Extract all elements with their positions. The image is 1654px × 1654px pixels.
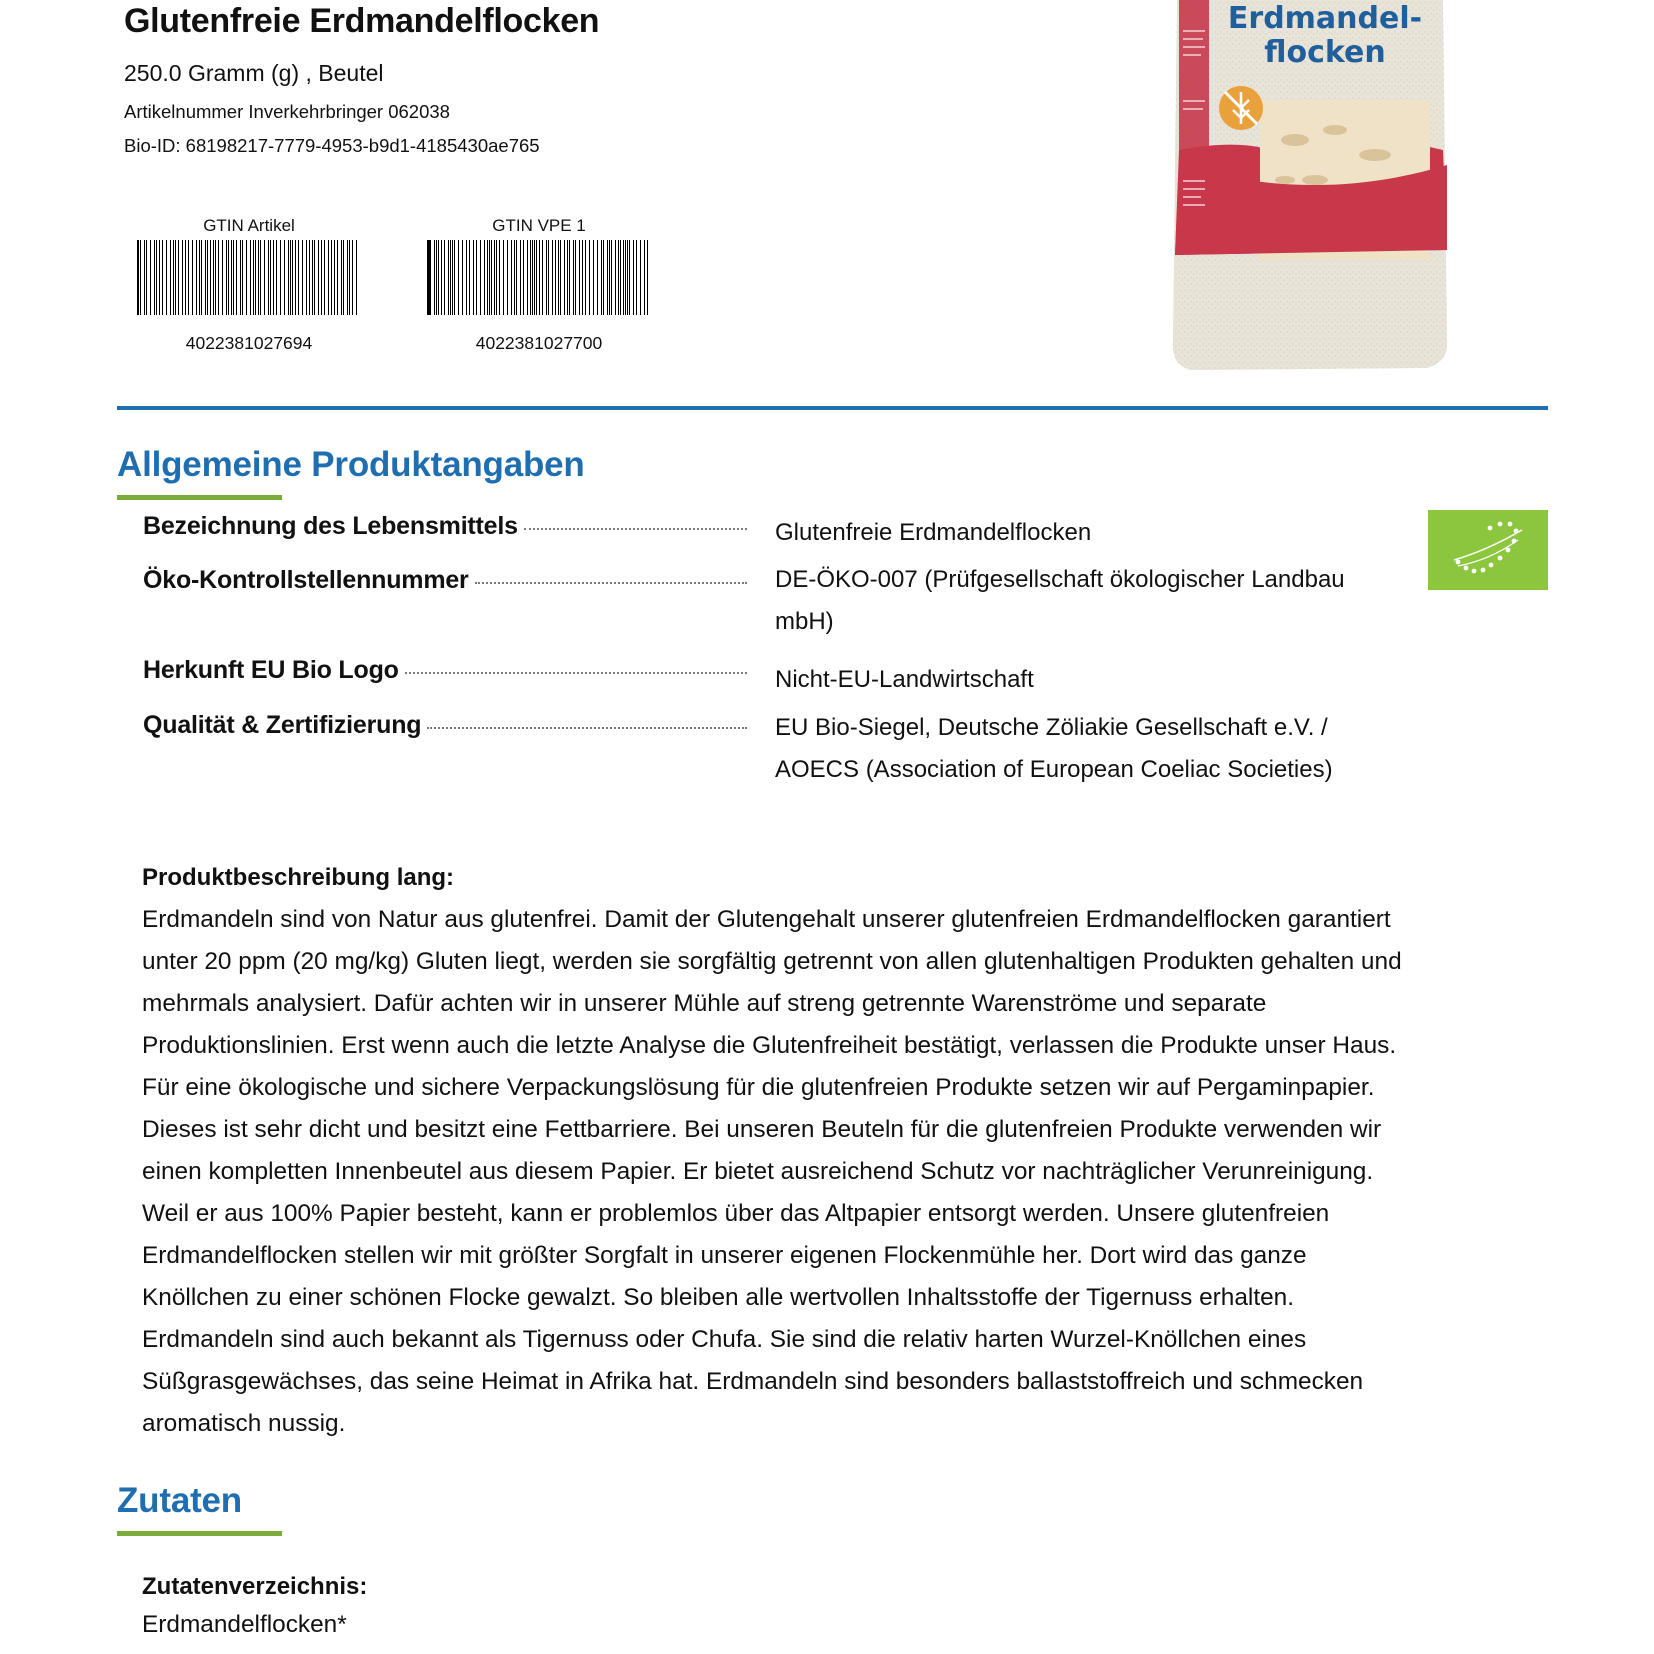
barcode-bar (609, 240, 610, 315)
barcode-bar (173, 240, 174, 315)
barcode-bar (318, 240, 319, 315)
barcode-bar (331, 240, 332, 315)
barcode-bar (597, 240, 598, 315)
barcode-bar (250, 240, 251, 315)
barcode-bar (567, 240, 568, 315)
barcode-bar (523, 240, 524, 315)
barcode-bar (264, 240, 265, 315)
barcode-bar (444, 240, 445, 315)
barcode-bar (178, 240, 179, 315)
barcode-bar (516, 240, 517, 315)
barcode-bar (356, 240, 357, 315)
barcode-bar (487, 240, 488, 315)
barcode-bar (290, 240, 291, 315)
dotted-leader (524, 528, 747, 530)
barcode-bar (170, 240, 171, 315)
barcode-bar (260, 240, 261, 315)
label-eu-origin: Herkunft EU Bio Logo (143, 656, 399, 684)
barcode-bar (144, 240, 145, 315)
value-eu-origin: Nicht-EU-Landwirtschaft (775, 666, 1034, 693)
barcode-bar (564, 240, 565, 315)
barcode-bar (182, 240, 183, 315)
barcode-bar (458, 240, 459, 315)
barcode-bar (150, 240, 151, 315)
barcode-bar (276, 240, 277, 315)
dotted-leader (405, 672, 747, 674)
barcode-bar (228, 240, 229, 315)
barcode-bar (246, 240, 247, 315)
package-text-line1: Erdmandel- (1227, 1, 1423, 36)
barcode-bar (532, 240, 533, 315)
product-package-image (1165, 0, 1455, 378)
barcode-bar (140, 240, 141, 315)
barcode-gtin-article (129, 214, 369, 354)
info-row-label (143, 566, 747, 595)
eu-organic-logo (1428, 510, 1548, 590)
label-certification: Qualität & Zertifizierung (143, 711, 422, 739)
barcode-bar (629, 240, 630, 315)
barcode-bar (199, 240, 200, 315)
barcode-bar (618, 240, 619, 315)
barcode-bar (558, 240, 559, 315)
barcode-bar (349, 240, 350, 315)
barcode-bar (321, 240, 322, 315)
barcode-bar (166, 240, 167, 315)
barcode-bar (427, 240, 431, 315)
barcode-bar (499, 240, 500, 315)
barcode-bar (627, 240, 628, 315)
barcode-bar (527, 240, 528, 315)
article-number: Artikelnummer Inverkehrbringer 062038 (124, 101, 450, 122)
barcode-number: 4022381027700 (475, 333, 603, 353)
barcode-gtin-vpe (419, 214, 659, 354)
barcode-bar (601, 240, 602, 315)
barcode-bar (162, 240, 163, 315)
barcode-bar (156, 240, 157, 315)
barcode-bar (226, 240, 227, 315)
barcode-bar (560, 240, 561, 315)
section-underline (117, 495, 282, 500)
description-heading: Produktbeschreibung lang: (142, 864, 455, 891)
barcode-bars (425, 240, 653, 315)
product-title: Glutenfreie Erdmandelflocken (124, 2, 600, 40)
barcode-bar (222, 240, 223, 315)
barcode-bar (154, 240, 155, 315)
barcode-bar (636, 240, 637, 315)
barcode-bar (298, 240, 299, 315)
barcode-bar (536, 240, 537, 315)
barcode-bar (233, 240, 234, 315)
barcode-bar (448, 240, 449, 315)
info-row-label (143, 656, 747, 685)
barcode-bar (491, 240, 492, 315)
section-underline (117, 1531, 282, 1536)
barcode-bar (270, 240, 271, 315)
barcode-bar (450, 240, 451, 315)
barcode-bar (640, 240, 641, 315)
barcode-bar (585, 240, 586, 315)
barcode-bar (466, 240, 467, 315)
barcode-bar (633, 240, 634, 315)
barcode-bar (240, 240, 241, 315)
barcode-bar (192, 240, 193, 315)
barcode-caption: GTIN Artikel (203, 216, 295, 235)
barcode-bar (302, 240, 303, 315)
barcode-bar (159, 240, 160, 315)
barcode-bar (438, 240, 439, 315)
barcode-bar (213, 240, 214, 315)
barcode-bar (534, 240, 535, 315)
barcode-bar (503, 240, 504, 315)
barcode-bar (644, 240, 645, 315)
barcode-bar (309, 240, 310, 315)
barcode-bar (575, 240, 576, 315)
barcode-bar (343, 240, 344, 315)
barcode-bar (185, 240, 186, 315)
barcode-bar (352, 240, 353, 315)
barcode-bar (441, 240, 442, 315)
barcode-bar (539, 240, 540, 315)
value-food-name: Glutenfreie Erdmandelflocken (775, 519, 1092, 546)
barcode-bar (137, 240, 139, 315)
barcode-bar (306, 240, 307, 315)
barcode-bar (273, 240, 274, 315)
barcode-bar (452, 240, 453, 315)
barcode-bar (569, 240, 570, 315)
barcode-bar (242, 240, 243, 315)
barcode-bar (530, 240, 531, 315)
barcode-bar (454, 240, 455, 315)
barcode-bar (347, 240, 348, 315)
ingredients-text: Erdmandelflocken* (142, 1611, 347, 1638)
bio-id: Bio-ID: 68198217-7779-4953-b9d1-4185430ae765 (124, 135, 540, 156)
barcode-bar (215, 240, 216, 315)
barcode-bar (295, 240, 296, 315)
barcode-bar (328, 240, 329, 315)
barcode-bar (312, 240, 313, 315)
barcode-caption: GTIN VPE 1 (492, 216, 586, 235)
label-food-name: Bezeichnung des Lebensmittels (143, 512, 518, 540)
barcode-bar (469, 240, 470, 315)
barcode-bar (552, 240, 553, 315)
barcode-bar (582, 240, 583, 315)
barcode-bar (292, 240, 293, 315)
barcode-bar (489, 240, 490, 315)
barcode-bar (210, 240, 211, 315)
barcode-bar (484, 240, 485, 315)
barcode-bar (258, 240, 259, 315)
barcode-bar (324, 240, 325, 315)
info-row-label (143, 711, 747, 740)
label-control-number: Öko-Kontrollstellennummer (143, 566, 469, 594)
barcode-bar (436, 240, 437, 315)
barcode-bar (175, 240, 176, 315)
barcode-bar (314, 240, 315, 315)
barcode-bar (496, 240, 497, 315)
barcode-bar (231, 240, 232, 315)
barcode-bar (476, 240, 477, 315)
barcode-bar (555, 240, 556, 315)
barcode-bar (280, 240, 281, 315)
barcode-bar (218, 240, 219, 315)
barcode-bar (507, 240, 508, 315)
barcode-bar (511, 240, 512, 315)
barcode-bar (579, 240, 580, 315)
info-row-label (143, 512, 747, 541)
barcode-bar (146, 240, 147, 315)
barcode-bar (480, 240, 481, 315)
dotted-leader (427, 727, 747, 729)
dotted-leader (475, 582, 747, 584)
barcode-bar (647, 240, 648, 315)
barcode-bar (207, 240, 208, 315)
value-certification: EU Bio-Siegel, Deutsche Zöliakie Gesellschaft e.V. / AOECS (Association of European Coeliac Societies) (775, 714, 1333, 783)
header-divider (117, 406, 1548, 410)
value-control-number: DE-ÖKO-007 (Prüfgesellschaft ökologischer Landbau mbH) (775, 566, 1345, 635)
section-title-ingredients: Zutaten (117, 1481, 242, 1520)
barcode-bar (607, 240, 608, 315)
barcode-bar (196, 240, 197, 315)
barcode-bar (546, 240, 547, 315)
barcode-bar (288, 240, 289, 315)
package-text-line2: flocken (1264, 35, 1386, 70)
ingredients-heading: Zutatenverzeichnis: (142, 1573, 368, 1600)
barcode-bar (236, 240, 237, 315)
barcode-bar (494, 240, 495, 315)
barcode-bar (625, 240, 626, 315)
barcode-bar (623, 240, 624, 315)
barcode-bar (514, 240, 515, 315)
barcode-bar (334, 240, 335, 315)
barcode-bar (473, 240, 474, 315)
barcode-bar (284, 240, 285, 315)
barcode-bar (268, 240, 269, 315)
barcode-bar (337, 240, 338, 315)
barcode-bar (611, 240, 612, 315)
section-title-general: Allgemeine Produktangaben (117, 445, 585, 484)
barcode-bar (462, 240, 463, 315)
barcode-bar (188, 240, 189, 315)
barcode-bar (542, 240, 543, 315)
barcode-bar (589, 240, 590, 315)
barcode-bar (603, 240, 604, 315)
barcode-bar (434, 240, 435, 315)
barcode-bar (253, 240, 254, 315)
barcode-bar (573, 240, 574, 315)
barcode-bar (201, 240, 202, 315)
barcode-bar (255, 240, 256, 315)
barcode-bar (548, 240, 549, 315)
barcode-number: 4022381027694 (185, 333, 313, 353)
barcode-bar (341, 240, 342, 315)
barcode-bar (205, 240, 206, 315)
description-text: Erdmandeln sind von Natur aus glutenfrei. Damit der Glutengehalt unserer glutenfreien Erdmandelflocken garantiert unter 20 ppm (20 mg/kg) Gluten liegt, werden sie sorgfältig getrennt von allen glutenhaltigen Produkten gehalten und mehrmals analysiert. Dafür achten wir in unserer Mühle auf streng getrennte Warenströme und separate Produktionslinien. Erst wenn auch die letzte Analyse die Glutenfreiheit bestätigt, verlassen die Produkte unser Haus. Für eine ökologische und sichere Verpackungslösung für die glutenfreien Produkte setzen wir auf Pergaminpapier. Dieses ist sehr dicht und besitzt eine Fettbarriere. Bei unseren Beuteln für die glutenfreien Produkte verwenden wir einen kompletten Innenbeutel aus diesem Papier. Er bietet ausreichend Schutz vor nachträglicher Verunreinigung. Weil er aus 100% Papier besteht, kann er problemlos über das Altpapier entsorgt werden. Unsere glutenfreien Erdmandelflocken stellen wir mit größter Sorgfalt in unserer eigenen Flockenmühle her. Dort wird das ganze Knöllchen zu einer schönen Flocke gewalzt. So bleiben alle wertvollen Inhaltsstoffe der Tigernuss erhalten. Erdmandeln sind auch bekannt als Tigernuss oder Chufa. Sie sind die relativ harten Wurzel-Knöllchen eines Süßgrasgewächses, das seine Heimat in Afrika hat. Erdmandeln sind besonders ballaststoffreich und schmecken aromatisch nussig. (142, 906, 1402, 1437)
barcode-bar (593, 240, 594, 315)
barcode-bar (620, 240, 621, 315)
barcode-bars (135, 240, 363, 315)
barcode-bar (520, 240, 521, 315)
barcode-bar (615, 240, 616, 315)
product-amount: 250.0 Gramm (g) , Beutel (124, 60, 384, 86)
